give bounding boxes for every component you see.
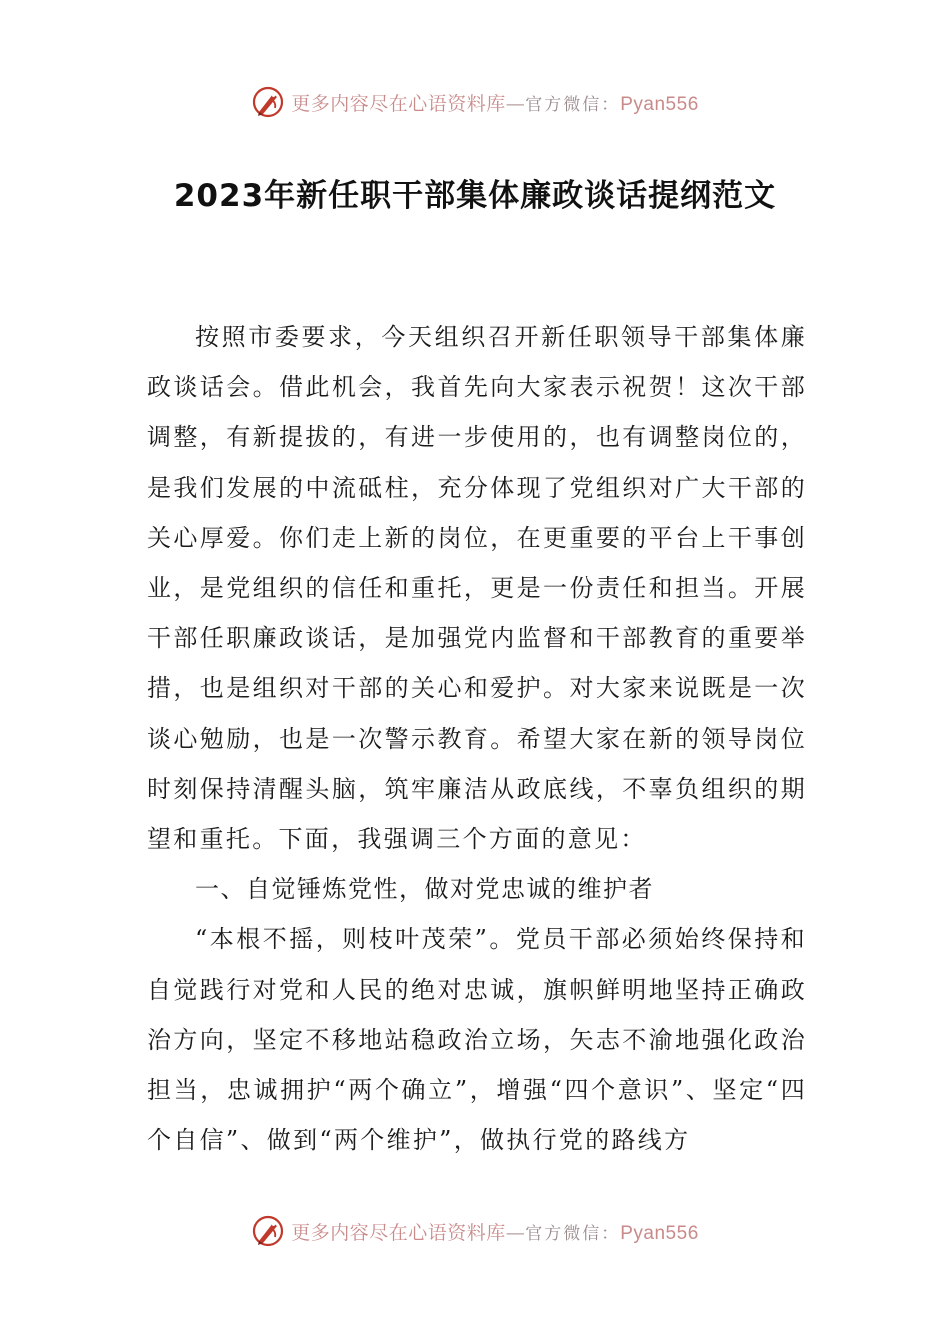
body-paragraph-intro: 按照市委要求，今天组织召开新任职领导干部集体廉政谈话会。借此机会，我首先向大家表示祝贺！这次干部调整，有新提拔的，有进一步使用的，也有调整岗位的，是我们发展的中流砥柱，充分体现了党组织对广大干部的关心厚爱。你们走上新的岗位，在更重要的平台上干事创业，是党组织的信任和重托，更是一份责任和担当。开展干部任职廉政谈话，是加强党内监督和干部教育的重要举措，也是组织对干部的关心和爱护。对大家来说既是一次谈心勉励，也是一次警示教育。希望大家在新的领导岗位时刻保持清醒头脑，筑牢廉洁从政底线，不辜负组织的期望和重托。下面，我强调三个方面的意见： — [147, 323, 807, 854]
watermark-banner-bottom — [0, 1211, 950, 1251]
watermark-content — [251, 85, 699, 119]
watermark-banner-top — [0, 82, 950, 122]
watermark-main: 更多内容尽在心语资料库 — [291, 1221, 506, 1244]
watermark-wechat-label: 官方微信： — [525, 94, 621, 115]
watermark-wechat-id: Pyan556 — [620, 93, 699, 115]
watermark-separator: — — [505, 92, 526, 115]
watermark-wechat-label: 官方微信： — [525, 1223, 621, 1244]
watermark-text — [291, 89, 699, 116]
watermark-content — [251, 1214, 699, 1248]
watermark-wechat-id: Pyan556 — [620, 1222, 699, 1244]
body-paragraph-section-1: “本根不摇，则枝叶茂荣”。党员干部必须始终保持和自觉践行对党和人民的绝对忠诚，旗帜鲜明地坚持正确政治方向，坚定不移地站稳政治立场，矢志不渝地强化政治担当，忠诚拥护“两个确立”，增强“四个意识”、坚定“四个自信”、做到“两个维护”，做执行党的路线方 — [147, 925, 807, 1155]
section-heading-1: 一、自觉锤炼党性，做对党忠诚的维护者 — [195, 875, 654, 904]
pen-nib-logo-icon — [251, 1214, 285, 1248]
watermark-main: 更多内容尽在心语资料库 — [291, 92, 506, 115]
pen-nib-logo-icon — [251, 85, 285, 119]
watermark-text — [291, 1218, 699, 1245]
document-title: 2023年新任职干部集体廉政谈话提纲范文 — [173, 178, 777, 214]
document-body — [147, 312, 807, 1165]
watermark-separator: — — [505, 1221, 526, 1244]
